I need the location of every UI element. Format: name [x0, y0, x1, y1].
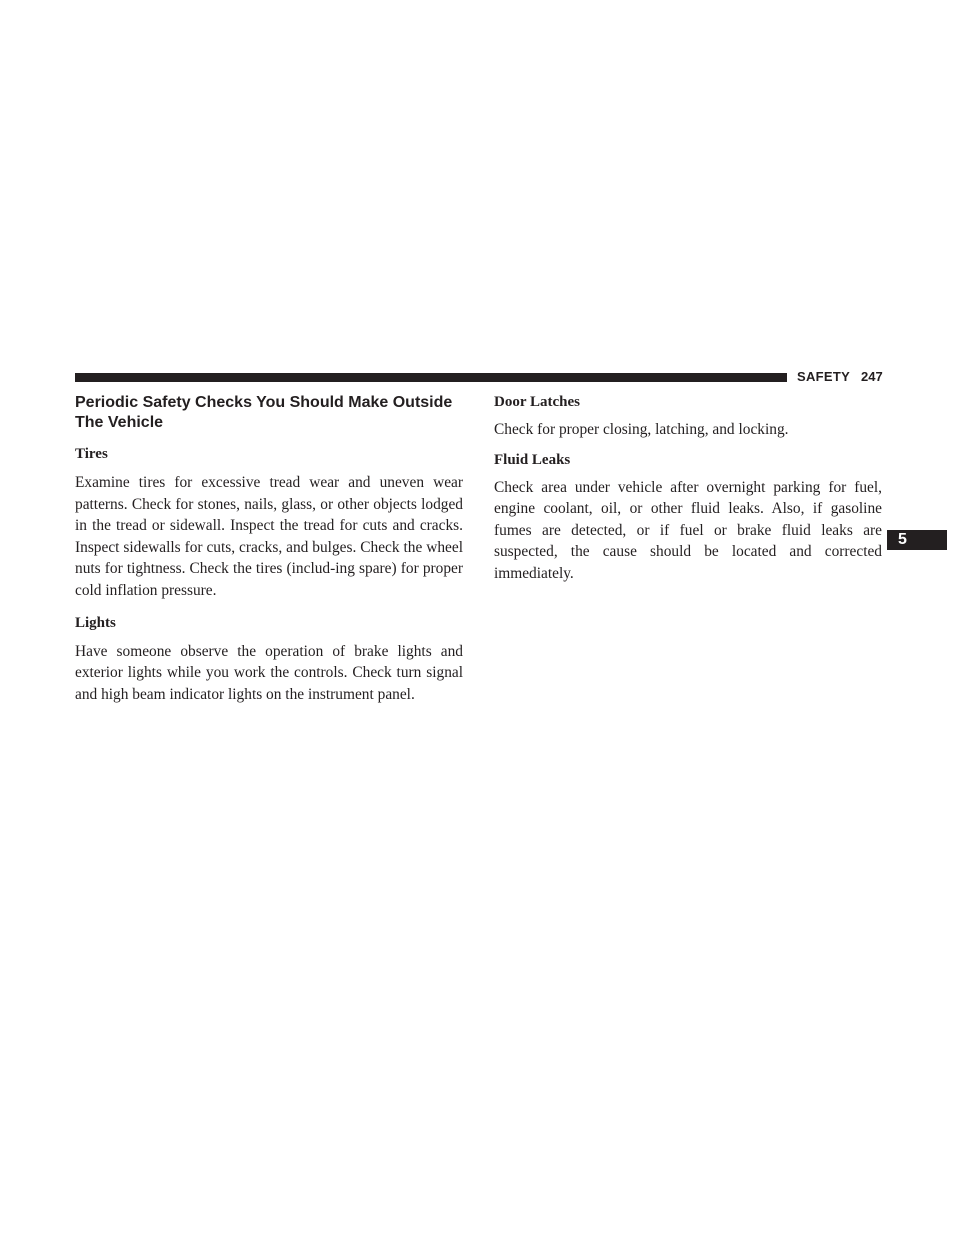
- fluid-leaks-paragraph: Check area under vehicle after overnight parking for fuel, engine coolant, oil, or other fluid leaks. Also, if gasoline fumes are detected, or if fuel or brake fluid leaks are suspected, the cause should be located and corrected immediately.: [494, 478, 882, 582]
- section-title-line1: Periodic Safety Checks You Should Make Outside: [75, 394, 453, 411]
- section-name: SAFETY: [797, 369, 851, 384]
- header-rule: [75, 373, 787, 382]
- chapter-tab: 5: [887, 530, 947, 550]
- section-title: [75, 393, 463, 433]
- lights-heading: Lights: [75, 614, 116, 631]
- page-number: 247: [861, 369, 883, 384]
- tires-heading: Tires: [75, 446, 108, 462]
- left-column: [75, 393, 463, 716]
- lights-paragraph: Have someone observe the operation of brake lights and exterior lights while you work the controls. Check turn signal and high beam indicator lights on the instrument panel.: [75, 642, 463, 703]
- section-title-line2: The Vehicle: [75, 414, 164, 431]
- door-latches-heading: Door Latches: [494, 394, 580, 410]
- right-column: [494, 392, 882, 594]
- tires-paragraph: Examine tires for excessive tread wear and uneven wear patterns. Check for stones, nails, glass, or other objects lodged in the tread or sidewall. Inspect the tread for cuts and cracks. Inspect sidewalls for cuts, cracks, and bulges. Check the wheel nuts for tightness. Check the tires (includ-ing spare) for proper cold inflation pressure.: [75, 474, 463, 599]
- door-latches-paragraph: Check for proper closing, latching, and locking.: [494, 421, 789, 438]
- fluid-leaks-heading: Fluid Leaks: [494, 451, 571, 468]
